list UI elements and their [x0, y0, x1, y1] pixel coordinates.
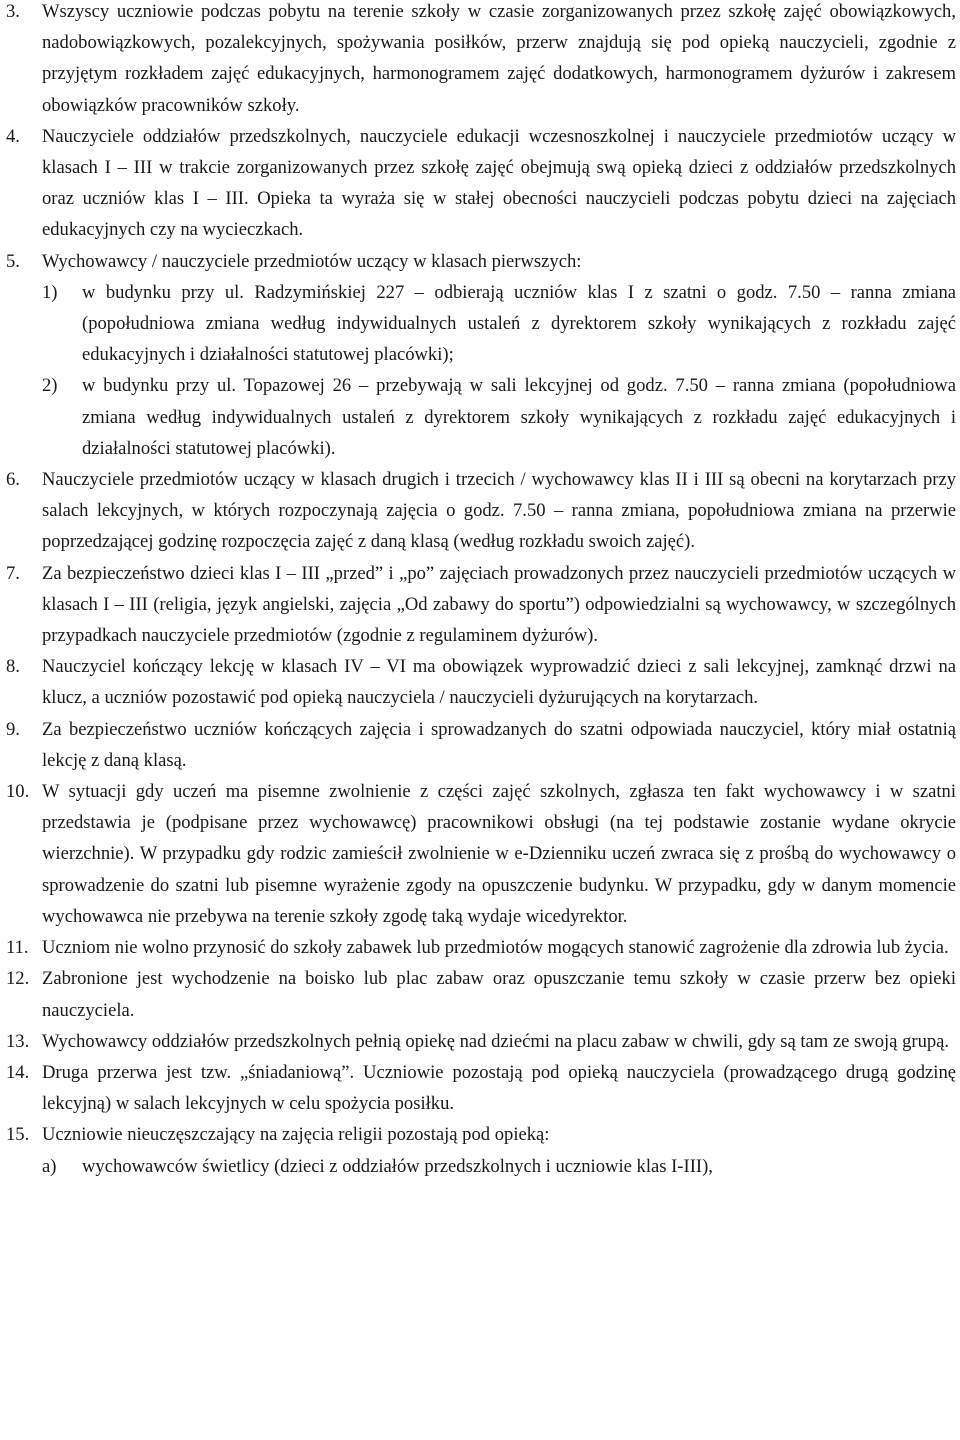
- item-text: Uczniom nie wolno przynosić do szkoły zabawek lub przedmiotów mogących stanowić zagrożenie dla zdrowia lub życia.: [42, 937, 949, 959]
- item-number: 10.: [6, 781, 30, 803]
- item-text: Za bezpieczeństwo uczniów kończących zajęcia i sprowadzanych do szatni odpowiada nauczyciel, który miał ostatnią lekcję z daną klasą.: [42, 718, 956, 771]
- item-text: Wszyscy uczniowie podczas pobytu na terenie szkoły w czasie zorganizowanych przez szkołę zajęć obowiązkowych, nadobowiązkowych, pozalekcyjnych, spożywania posiłków, przerw znajdują się pod opieką nauczycieli, zgodnie z przyjętym rozkładem zajęć edukacyjnych, harmonogramem zajęć dodatkowych, harmonogramem dyżurów i zakresem obowiązków pracowników szkoły.: [42, 1, 956, 116]
- sub-item-text: w budynku przy ul. Radzymińskiej 227 – odbierają uczniów klas I z szatni o godz. 7.50 – ranna zmiana (popołudniowa zmiana według indywidualnych ustaleń z dyrektorem szkoły wynikających z rozkładu zajęć edukacyjnych i działalności statutowej placówki);: [82, 281, 956, 366]
- item-text: Wychowawcy / nauczyciele przedmiotów uczący w klasach pierwszych:: [42, 250, 582, 272]
- item-number: 12.: [6, 968, 30, 990]
- list-item-9: [0, 714, 960, 776]
- list-item-3: [0, 0, 960, 121]
- item-number: 4.: [6, 125, 20, 147]
- list-item-10: [0, 776, 960, 932]
- item-number: 8.: [6, 656, 20, 678]
- item-text: Nauczyciele przedmiotów uczący w klasach drugich i trzecich / wychowawcy klas II i III są obecni na korytarzach przy salach lekcyjnych, w których rozpoczynają zajęcia o godz. 7.50 – ranna zmiana, popołudniowa zmiana na przerwie poprzedzającej godzinę rozpoczęcia zajęć z daną klasą (według rozkładu swoich zajęć).: [42, 469, 956, 553]
- list-item-8: [0, 651, 960, 713]
- item-text: Za bezpieczeństwo dzieci klas I – III „przed” i „po” zajęciach prowadzonych przez nauczycieli przedmiotów uczących w klasach I – III (religia, język angielski, zajęcia „Od zabawy do sportu”) odpowiedzialni są wychowawcy, w szczególnych przypadkach nauczyciele przedmiotów (zgodnie z regulaminem dyżurów).: [42, 562, 956, 647]
- item-number: 7.: [6, 562, 20, 584]
- list-item-5: [0, 246, 960, 277]
- sub-item-number: 2): [42, 375, 58, 397]
- item-text: Nauczyciel kończący lekcję w klasach IV – VI ma obowiązek wyprowadzić dzieci z sali lekcyjnej, zamknąć drzwi na klucz, a uczniów pozostawić pod opieką nauczyciela / nauczycieli dyżurujących na korytarzach.: [42, 656, 956, 709]
- item-number: 11.: [6, 937, 29, 959]
- item-text: W sytuacji gdy uczeń ma pisemne zwolnienie z części zajęć szkolnych, zgłasza ten fakt wychowawcy i w szatni przedstawia je (podpisane przez wychowawcę) pracownikowi obsługi (na tej podstawie zostanie wydane okrycie wierzchnie). W przypadku gdy rodzic zamieścił zwolnienie w e-Dzienniku uczeń zwraca się z prośbą do wychowawcy o sprowadzenie do szatni lub pisemne wyrażenie zgody na opuszczenie budynku. W przypadku, gdy w danym momencie wychowawca nie przebywa na terenie szkoły zgodę taką wydaje wicedyrektor.: [42, 781, 956, 927]
- list-item-4: [0, 121, 960, 246]
- sub-item-15-a: [42, 1151, 960, 1182]
- sub-item-5-2: [42, 370, 960, 464]
- item-number: 3.: [6, 1, 20, 22]
- list-item-13: [0, 1026, 960, 1057]
- sub-item-number: 1): [42, 281, 58, 303]
- item-text: Uczniowie nieuczęszczający na zajęcia religii pozostają pod opieką:: [42, 1124, 550, 1146]
- item-text: Druga przerwa jest tzw. „śniadaniową”. Uczniowie pozostają pod opieką nauczyciela (prowadzącego drugą godzinę lekcyjną) w salach lekcyjnych w celu spożycia posiłku.: [42, 1061, 956, 1115]
- list-item-6: [0, 464, 960, 558]
- sub-item-text: w budynku przy ul. Topazowej 26 – przebywają w sali lekcyjnej od godz. 7.50 – ranna zmiana (popołudniowa zmiana według indywidualnych ustaleń z dyrektorem szkoły wynikających z rozkładu zajęć edukacyjnych i działalności statutowej placówki).: [82, 375, 956, 459]
- list-item-14: [0, 1057, 960, 1119]
- list-item-15: [0, 1119, 960, 1150]
- item-number: 6.: [6, 469, 20, 491]
- item-number: 9.: [6, 718, 20, 740]
- item-number: 13.: [6, 1030, 30, 1052]
- item-number: 15.: [6, 1124, 30, 1146]
- item-number: 14.: [6, 1061, 30, 1083]
- item-number: 5.: [6, 250, 20, 272]
- item-text: Zabronione jest wychodzenie na boisko lub plac zabaw oraz opuszczanie temu szkoły w czasie przerw bez opieki nauczyciela.: [42, 968, 956, 1021]
- sub-item-number: a): [42, 1155, 57, 1177]
- sub-item-text: wychowawców świetlicy (dzieci z oddziałów przedszkolnych i uczniowie klas I-III),: [82, 1155, 713, 1177]
- sub-item-5-1: [42, 277, 960, 371]
- list-item-12: [0, 963, 960, 1025]
- list-item-7: [0, 558, 960, 652]
- item-text: Nauczyciele oddziałów przedszkolnych, nauczyciele edukacji wczesnoszkolnej i nauczyciele przedmiotów uczący w klasach I – III w trakcie zorganizowanych przez szkołę zajęć obejmują swą opieką dzieci z oddziałów przedszkolnych oraz uczniów klas I – III. Opieka ta wyraża się w stałej obecności nauczycieli podczas pobytu dzieci na zajęciach edukacyjnych czy na wycieczkach.: [42, 125, 956, 241]
- list-item-11: [0, 932, 960, 963]
- item-text: Wychowawcy oddziałów przedszkolnych pełnią opiekę nad dziećmi na placu zabaw w chwili, gdy są tam ze swoją grupą.: [42, 1030, 950, 1052]
